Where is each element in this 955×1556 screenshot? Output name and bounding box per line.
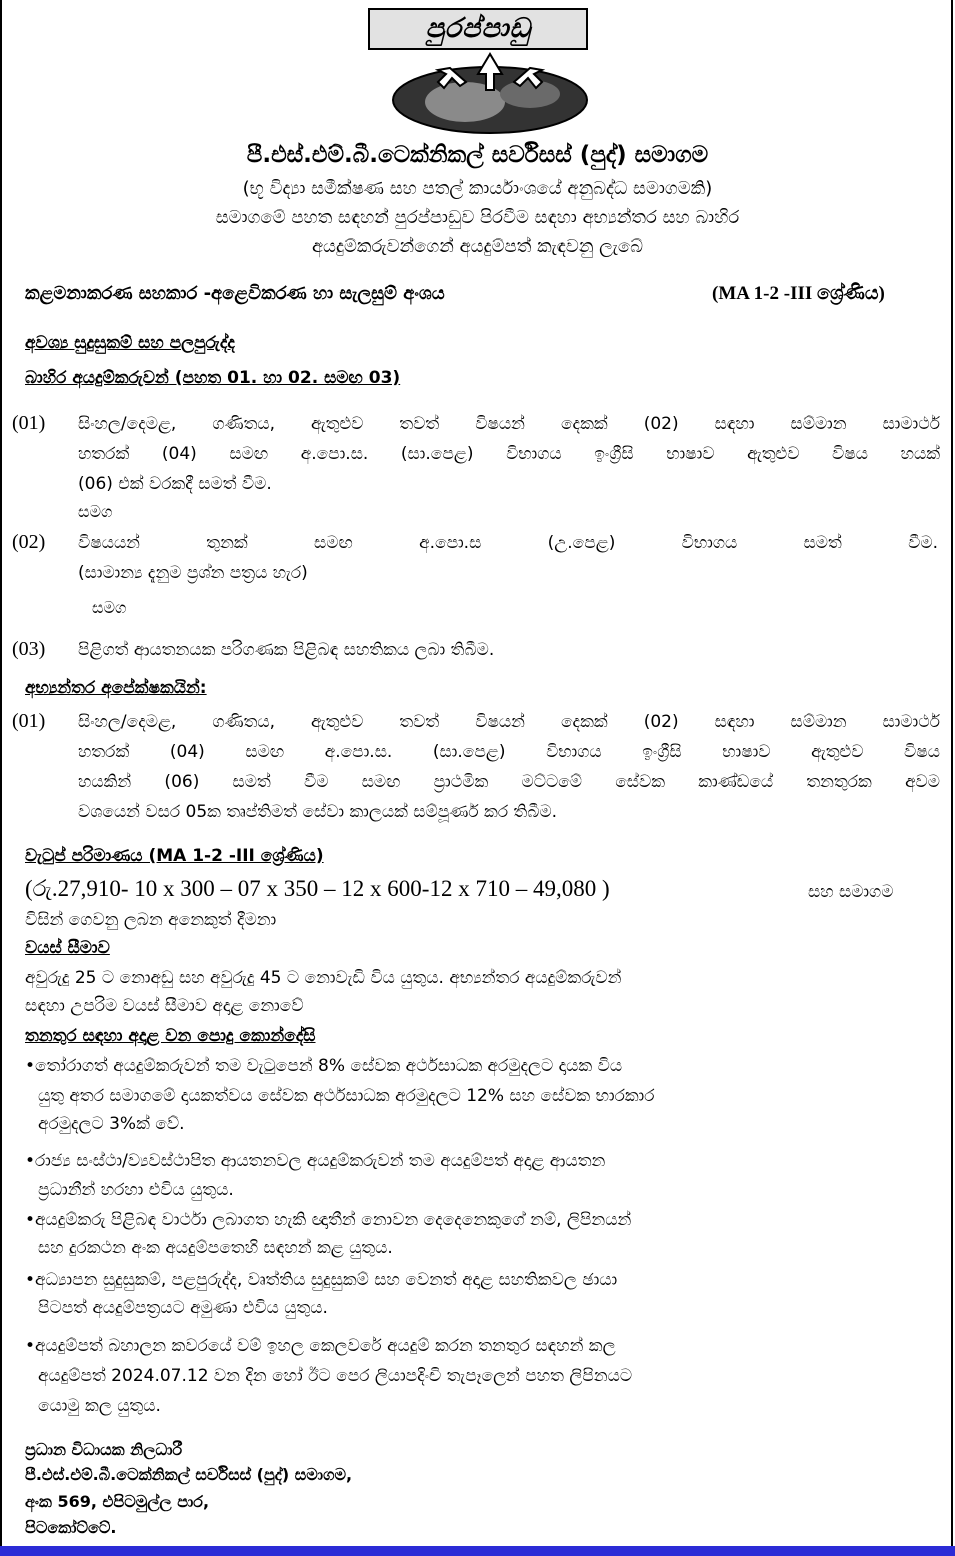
external-item-3-line-1: පිළිගත් ආයතනයක පරිගණක පිළිබඳ සහතිකය ලබා තිබීම. [78,640,495,660]
position-grade: (MA 1-2 -III ශ්‍රේණිය) [712,283,885,304]
vacancies-banner: පුරප්පාඩු [368,8,588,50]
condition-5-line-1: •අයදුම්පත් බහාලන කවරයේ වම් ඉහල කෙලවරේ අයදුම් කරන තනතුර සඳහන් කල [25,1336,616,1356]
intro-line-2: අයදුම්කරුවන්ගෙන් අයදුම්පත් කැඳවනු ලැබේ [311,236,644,257]
footer-company-name: පී.එස්.එම්.බී.ටෙක්නිකල් සර්විසස් (පුද්) සමාගම, [25,1465,353,1484]
and-label-2: සමග [92,598,127,617]
external-item-2-line-2: (සාමාන්‍ය දැනුම ප්‍රශ්න පත්‍රය හැර) [78,563,308,583]
condition-3-line-1: •අයදුම්කරු පිළිබඳ වාර්ථා ලබාගත හැකි ඥාතීන් නොවන දෙදෙනෙකුගේ නම්, ලිපිනයන් [25,1210,632,1230]
external-item-1-line-1: සිංහල/දෙමළ, ගණිතය, ඇතුළුව තවත් විෂයන් දෙකක් (02) සඳහා සම්මාන සාමාර්ථ [78,414,940,434]
salary-scale-tail: සහ සමාගම [808,882,894,902]
internal-item-1-line-2: හතරක් (04) සමඟ අ.පො.ස. (සා.පෙළ) විභාගය ඉංග්‍රීසි භාෂාව ඇතුළුව විෂය [78,742,940,762]
intro-line-1: සමාගමේ පහත සඳහන් පුරප්පාඩුව පිරවීම සඳහා අභ්‍යන්තර සහ බාහිර [215,207,740,228]
footer-officer-title: ප්‍රධාන විධායක නිලධාරී [25,1440,183,1459]
condition-3-line-2: සහ දුරකථන අංක අයදුම්පතෙහි සඳහන් කළ යුතුය. [38,1238,393,1258]
bottom-border-bar [0,1546,955,1556]
external-item-3-number: (03) [12,638,46,660]
condition-4-line-2: පිටපත් අයදුම්පත්‍රයට අමුණා එවිය යුතුය. [38,1298,328,1318]
internal-item-1-line-1: සිංහල/දෙමළ, ගණිතය, ඇතුළුව තවත් විෂයන් දෙකක් (02) සඳහා සම්මාන සාමාර්ථ [78,712,940,732]
age-heading: වයස් සීමාව [25,938,110,958]
salary-scale: (රු.27,910- 10 x 300 – 07 x 350 – 12 x 600-12 x 710 – 49,080 ) [25,876,610,901]
footer-address-line-1: අංක 569, එපිටමුල්ල පාර, [25,1492,210,1511]
condition-4-line-1: •අධ්‍යාපන සුදුසුකම්, පළපුරුද්ද, වෘත්තිය සුදුසුකම් සහ වෙනත් අදාළ සහතිකවල ඡායා [25,1270,618,1290]
condition-5-line-3: යොමු කල යුතුය. [38,1396,161,1416]
footer-address-line-2: පිටකෝට්ටේ. [25,1518,117,1537]
qualifications-heading: අවශ්‍ය සුදුසුකම් සහ පලපුරුද්ද [25,333,235,353]
and-label-1: සමග [78,502,113,521]
internal-item-1-line-4: වශයෙන් වසර 05ක තෘප්තිමත් සේවා කාලයක් සම්පූර්ණ කර තිබීම. [78,802,558,822]
external-item-1-number: (01) [12,412,46,434]
age-line-2: සඳහා උපරිම වයස් සීමාව අදාළ නොවේ [25,996,304,1016]
internal-item-1-number: (01) [12,710,46,732]
condition-1-line-1: •තෝරාගත් අයදුම්කරුවන් තම වැටුපෙන් 8% සේවක අර්ථසාධක අරමුදලට දායක විය [25,1056,623,1076]
salary-heading: වැටුප් පරිමාණය (MA 1-2 -III ශ්‍රේණිය) [25,846,324,866]
external-item-1-line-3: (06) එක් වරකදී සමත් වීම. [78,474,272,494]
internal-item-1-line-3: හයකින් (06) සමත් වීම සමඟ ප්‍රාථමික මට්ටමේ සේවක කාණ්ඩයේ තනතුරක අවම [78,772,940,792]
age-line-1: අවුරුදු 25 ට නොඅඩු සහ අවුරුදු 45 ට නොවැඩි විය යුතුය. අභ්‍යන්තර අයදුම්කරුවන් [25,968,622,988]
company-name: පී.එස්.එම්.බී.ටෙක්නිකල් සර්විසස් (පුද්) සමාගම [246,142,709,168]
condition-1-line-3: අරමුදලට 3%ක් වේ. [38,1114,185,1134]
company-subtitle: (භූ විද්‍යා සමීක්ෂණ සහ පතල් කාර්යාංශයේ අනුබද්ධ සමාගමකි) [242,178,713,199]
internal-applicants-heading: අභ්‍යන්තර අපේක්ෂකයින්: [25,678,207,698]
external-applicants-heading: බාහිර අයදුම්කරුවන් (පහත 01. හා 02. සමඟ 03) [25,368,401,388]
external-item-2-number: (02) [12,531,46,553]
salary-allowances: විසින් ගෙවනු ලබන අනෙකුත් දීමනා [25,910,277,930]
external-item-1-line-2: හතරක් (04) සමඟ අ.පො.ස. (සා.පෙළ) විභාගය ඉංග්‍රීසි භාෂාව ඇතුළුව විෂය හයක් [78,444,940,464]
external-item-2-line-1: විෂයයන් තුනක් සමඟ අ.පො.ස (උ.පෙළ) විභාගය සමත් වීම. [78,533,938,553]
position-title: කළමනාකරණ සහකාර -අළෙවිකරණ හා සැලසුම් අංශය [25,283,445,304]
company-logo-icon [390,52,590,134]
condition-5-line-2: අයදුම්පත් 2024.07.12 වන දින හෝ ඊට පෙර ලියාපදිංචි තැපෑලෙන් පහත ලිපිනයට [38,1366,633,1386]
conditions-heading: තනතුර සඳහා අදාළ වන පොදු කොන්දේසි [25,1026,316,1046]
condition-2-line-1: •රාජ්‍ය සංස්ථා/ව්‍යවස්ථාපිත ආයතනවල අයදුම්කරුවන් තම අයදුම්පත් අදාළ ආයතන [25,1151,606,1171]
condition-1-line-2: යුතු අතර සමාගමේ දායකත්වය සේවක අර්ථසාධක අරමුදලට 12% සහ සේවක භාරකාර [38,1086,655,1106]
condition-2-line-2: ප්‍රධානීන් හරහා එවිය යුතුය. [38,1180,234,1200]
